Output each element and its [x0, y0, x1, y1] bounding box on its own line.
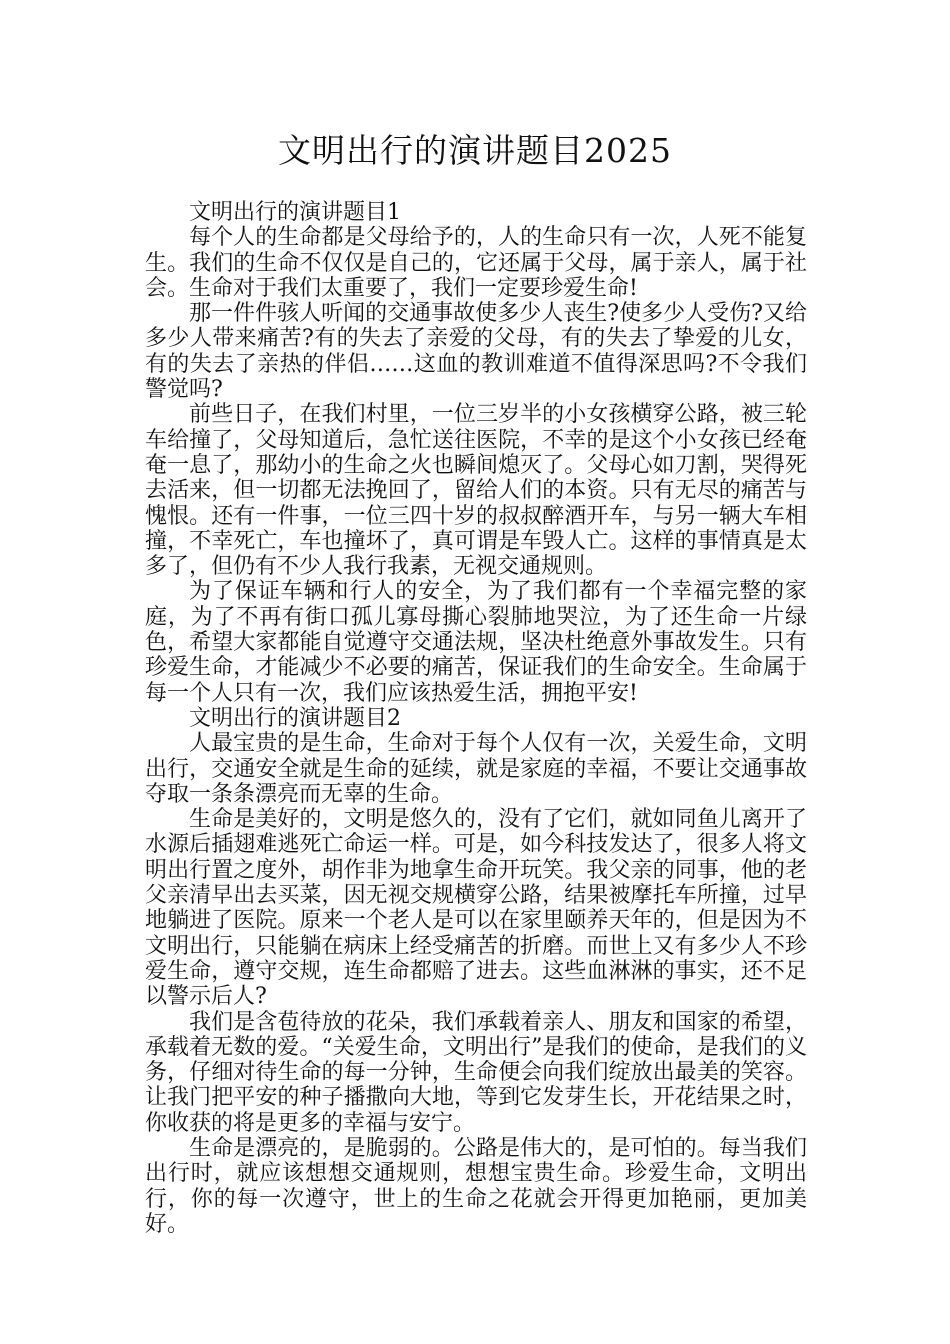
- document-title: 文明出行的演讲题目2025: [278, 131, 672, 170]
- paragraph: 生命是漂亮的，是脆弱的。公路是伟大的，是可怕的。每当我们出行时，就应该想想交通规则，想想宝贵生命。珍爱生命，文明出行，你的每一次遵守，世上的生命之花就会开得更加艳丽，更加美好。: [145, 1135, 807, 1237]
- paragraph: 每个人的生命都是父母给予的，人的生命只有一次，人死不能复生。我们的生命不仅仅是自己的，它还属于父母，属于亲人，属于社会。生命对于我们太重要了，我们一定要珍爱生命!: [145, 225, 807, 301]
- document-body: [145, 200, 807, 1237]
- paragraph: 我们是含苞待放的花朵，我们承载着亲人、朋友和国家的希望，承载着无数的爱。“关爱生命，文明出行”是我们的使命，是我们的义务，仔细对待生命的每一分钟，生命便会向我们绽放出最美的笑容。让我门把平安的种子播撒向大地，等到它发芽生长，开花结果之时，你收获的将是更多的幸福与安宁。: [145, 1009, 807, 1136]
- section-heading-1: 文明出行的演讲题目1: [189, 200, 401, 225]
- paragraph: 为了保证车辆和行人的安全，为了我们都有一个幸福完整的家庭，为了不再有街口孤儿寡母撕心裂肺地哭泣，为了还生命一片绿色，希望大家都能自觉遵守交通法规，坚决杜绝意外事故发生。只有珍爱生命，才能减少不必要的痛苦，保证我们的生命安全。生命属于每一个人只有一次，我们应该热爱生活，拥抱平安!: [145, 579, 807, 706]
- section-heading-2: 文明出行的演讲题目2: [189, 705, 401, 731]
- paragraph: 生命是美好的，文明是悠久的，没有了它们，就如同鱼儿离开了水源后插翅难逃死亡命运一样。可是，如今科技发达了，很多人将文明出行置之度外，胡作非为地拿生命开玩笑。我父亲的同事，他的老父亲清早出去买菜，因无视交规横穿公路，结果被摩托车所撞，过早地躺进了医院。原来一个老人是可以在家里颐养天年的，但是因为不文明出行，只能躺在病床上经受痛苦的折磨。而世上又有多少人不珍爱生命，遵守交规，连生命都赔了进去。这些血淋淋的事实，还不足以警示后人?: [145, 807, 807, 1010]
- paragraph: 那一件件骇人听闻的交通事故使多少人丧生?使多少人受伤?又给多少人带来痛苦?有的失去了亲爱的父母，有的失去了挚爱的儿女，有的失去了亲热的伴侣……这血的教训难道不值得深思吗?不令我们警觉吗?: [145, 301, 807, 403]
- paragraph: 人最宝贵的是生命，生命对于每个人仅有一次，关爱生命，文明出行，交通安全就是生命的延续，就是家庭的幸福，不要让交通事故夺取一条条漂亮而无辜的生命。: [145, 731, 807, 807]
- paragraph: 前些日子，在我们村里，一位三岁半的小女孩横穿公路，被三轮车给撞了，父母知道后，急忙送往医院，不幸的是这个小女孩已经奄奄一息了，那幼小的生命之火也瞬间熄灭了。父母心如刀割，哭得死去活来，但一切都无法挽回了，留给人们的本资。只有无尽的痛苦与愧恨。还有一件事，一位三四十岁的叔叔醉酒开车，与另一辆大车相撞，不幸死亡，车也撞坏了，真可谓是车毁人亡。这样的事情真是太多了，但仍有不少人我行我素，无视交通规则。: [145, 402, 807, 580]
